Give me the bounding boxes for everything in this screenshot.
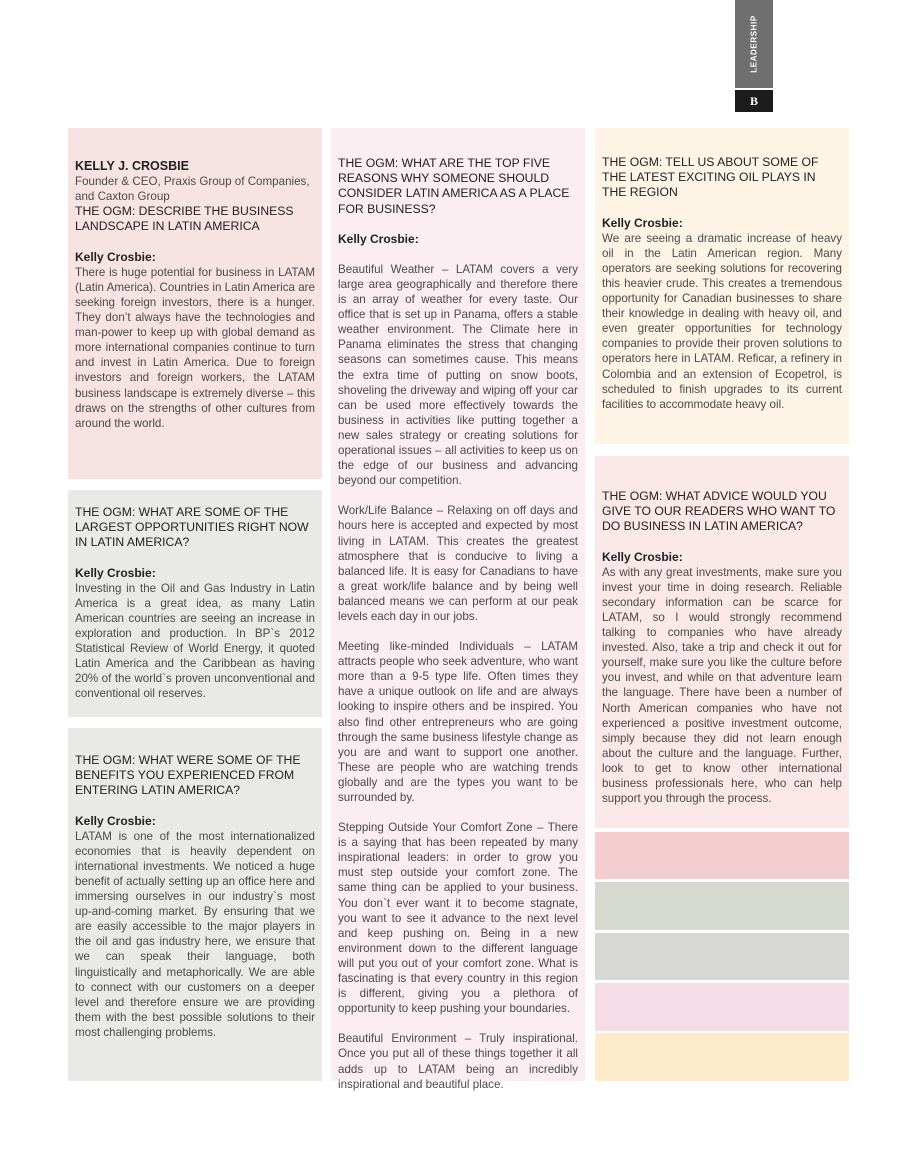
reason-weather: Beautiful Weather – LATAM covers a very large area geographically and therefore there is an array of weather for every taste. Our office that is set up in Panama, offers a stable weather environment. The Climate here in Panama eliminates the stress that changing seasons can sometimes cause. This means the extra time of putting on snow boots, shoveling the driveway and wiping off your car can be used more effectively towards the business in activities like putting together a new sales strategy or creating solutions for operational issues – all activities to keep us on the edge of our business and advancing beyond our competition. [338,262,578,488]
reason-comfort-zone: Stepping Outside Your Comfort Zone – There is a saying that has been repeated by many inspirational leaders: in order to grow you must step outside your comfort zone. The same thing can be applied to your business. You don`t ever want it to become stagnate, you want to see it advance to the next level and keep pushing on. Being in a new environment down to the different language will put you out of your comfort zone. What is fascinating is that every country in this region is different, giving you a plethora of opportunity to keep pushing your boundaries. [338,821,578,1016]
reason-work-life: Work/Life Balance – Relaxing on off days and hours here is accepted and expected by most living in LATAM. This creates the greatest atmosphere that is conducive to living a balanced life. It is easy for Canadians to have a great work/life balance and by being well balanced means we can perform at our peak levels each day in our jobs. [338,504,578,623]
speaker-label: Kelly Crosbie: [338,231,419,246]
qa-box-benefits [68,728,322,1081]
question-heading: THE OGM: WHAT ARE SOME OF THE LARGEST OPPORTUNITIES RIGHT NOW IN LATIN AMERICA? [75,505,309,550]
question-heading: THE OGM: WHAT WERE SOME OF THE BENEFITS YOU EXPERIENCED FROM ENTERING LATIN AMERICA? [75,753,301,798]
color-swatch [595,933,849,980]
speaker-label: Kelly Crosbie: [75,813,156,828]
question-heading: THE OGM: WHAT ARE THE TOP FIVE REASONS WHY SOMEONE SHOULD CONSIDER LATIN AMERICA AS A PLACE FOR BUSINESS? [338,156,570,216]
section-letter: B [735,90,773,112]
interviewee-role: Founder & CEO, Praxis Group of Companies, and Caxton Group [75,175,310,204]
question-heading: THE OGM: WHAT ADVICE WOULD YOU GIVE TO OUR READERS WHO WANT TO DO BUSINESS IN LATIN AMERICA? [602,489,836,534]
speaker-label: Kelly Crosbie: [602,215,683,230]
qa-box-advice [595,456,849,828]
question-heading: THE OGM: DESCRIBE THE BUSINESS LANDSCAPE IN LATIN AMERICA [75,204,294,234]
section-label: LEADERSHIP [749,15,759,73]
color-swatch [595,983,849,1031]
reason-environment: Beautiful Environment – Truly inspirational. Once you put all of these things together it all adds up to LATAM being an incredibly inspirational and beautiful place. [338,1032,578,1091]
qa-box-oil-plays [595,128,849,444]
qa-box-opportunities [68,490,322,717]
speaker-label: Kelly Crosbie: [75,565,156,580]
answer-paragraph: As with any great investments, make sure you invest your time in doing research. Reliable secondary information can be scarce for LATAM, so I would strongly recommend talking to companies who have already invested. Also, take a trip and check it out for yourself, make sure you like the culture before you invest, and while on that adventure learn the language. There have been a number of North American companies who have not experienced a positive investment outcome, simply because they did not learn enough about the culture and the language. Further, look to get to know other international business professionals here, who can help support you through the process. [602,565,842,806]
speaker-label: Kelly Crosbie: [602,549,683,564]
question-heading: THE OGM: TELL US ABOUT SOME OF THE LATEST EXCITING OIL PLAYS IN THE REGION [602,155,819,200]
answer-paragraph: There is huge potential for business in LATAM (Latin America). Countries in Latin America are seeking foreign investors, there is a hunger. They don’t always have the technologies and man-power to keep up with global demand as more international companies continue to turn and invest in Latin America. Due to foreign investors and foreign workers, the LATAM business landscape is extremely diverse – this draws on the strengths of other cultures from around the world. [75,265,315,430]
interviewee-name: KELLY J. CROSBIE [75,159,189,173]
color-swatch [595,882,849,930]
answer-paragraph: LATAM is one of the most internationalized economies that is heavily dependent on international investments. We noticed a huge benefit of actually setting up an office here and immersing ourselves in our industry`s most up-and-coming market. By ensuring that we are easily accessible to the major players in the oil and gas industry here, we ensure that we can speak their language, both linguistically and metaphorically. We are able to connect with our customers on a deeper level and therefore ensure we are providing them with the best possible solutions to their most challenging problems. [75,829,315,1039]
color-swatch [595,832,849,879]
qa-box-landscape [68,128,322,479]
answer-paragraph: We are seeing a dramatic increase of heavy oil in the Latin American region. Many operators are seeking solutions for recovering this heavier crude. This creates a tremendous opportunity for Canadian businesses to share their knowledge in dealing with heavy oil, and even greater opportunities for technology companies to provide their proven solutions to operators here in LATAM. Reficar, a refinery in Colombia and an extension of Ecopetrol, is scheduled to finish upgrades to its current facilities to accommodate heavy oil. [602,231,842,411]
color-swatch [595,1033,849,1081]
reason-individuals: Meeting like-minded Individuals – LATAM attracts people who seek adventure, who want more than a 9-5 type life. Often times they have a unique outlook on life and are always looking to inspire others and be inspired. You also find other entrepreneurs who are going through the same business lifestyle change as you are and want to support one another. These are people who are watching trends globally and are the types you want to be surrounded by. [338,640,578,804]
qa-box-top-five-reasons [331,128,585,1091]
speaker-label: Kelly Crosbie: [75,249,156,264]
section-tab [735,0,773,88]
answer-paragraph: Investing in the Oil and Gas Industry in Latin America is a great idea, as many Latin American countries are seeing an increase in exploration and production. In BP`s 2012 Statistical Review of World Energy, it quoted Latin America and the Caribbean as having 20% of the world`s proven unconventional and conventional oil reserves. [75,581,315,701]
